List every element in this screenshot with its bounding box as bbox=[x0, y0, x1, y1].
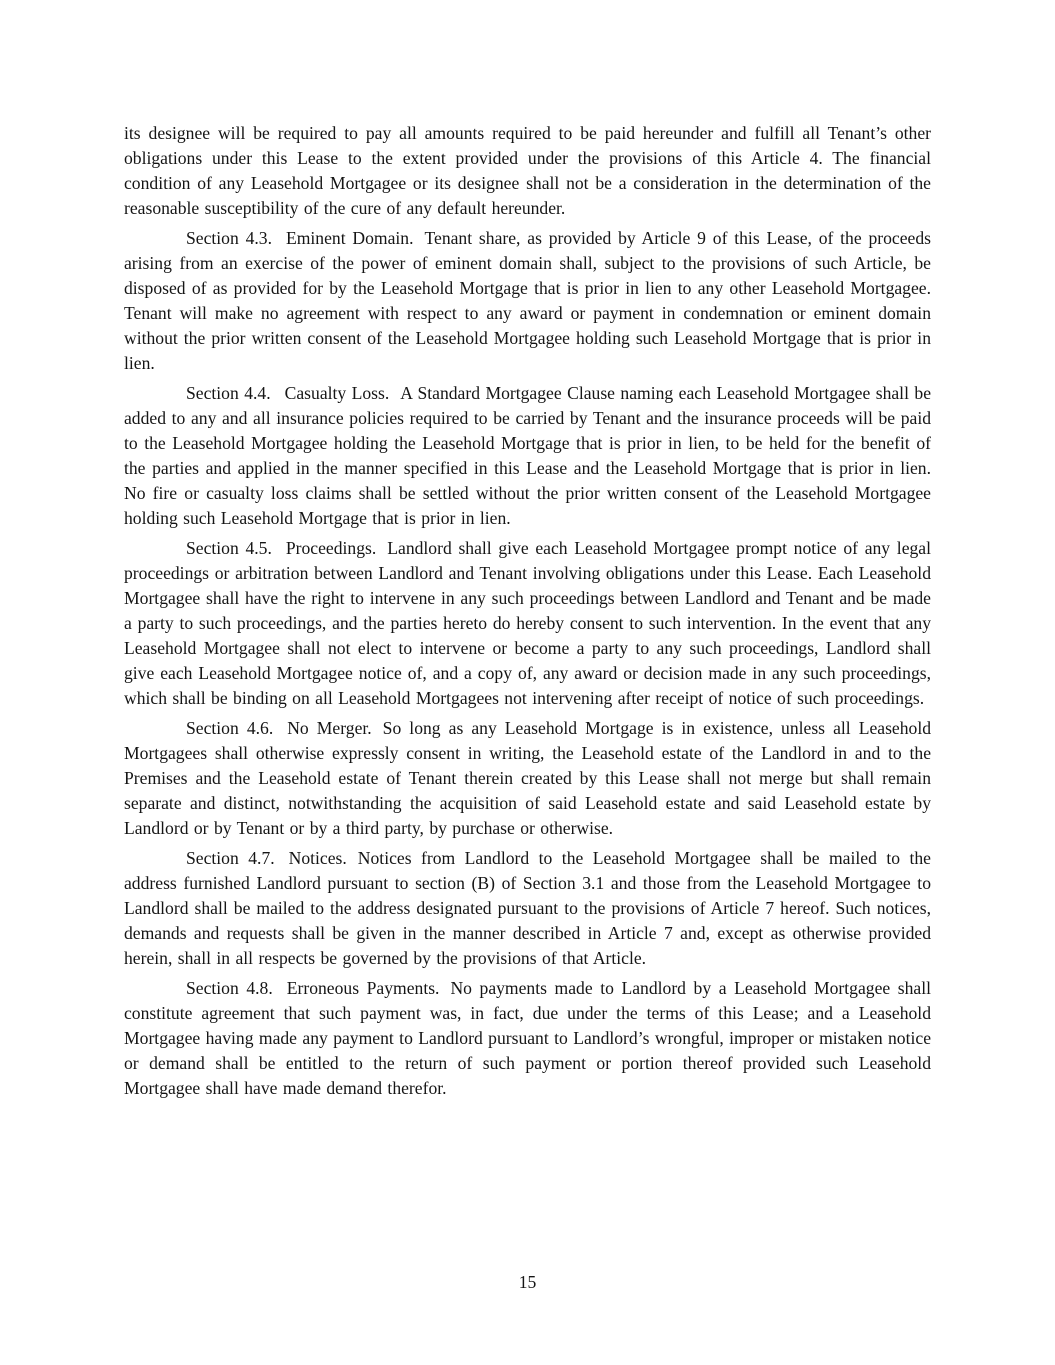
section-title: Eminent Domain. bbox=[285, 228, 414, 248]
section-number: Section 4.3. bbox=[186, 228, 272, 248]
section-body: A Standard Mortgagee Clause naming each Leasehold Mortgagee shall be added to any and all insurance policies required to be carried by Tenant and the insurance proceeds will be paid to the Leasehold Mortgagee holding the Leasehold Mortgage that is prior in lien, to be held for the benefit of the parties and applied in the manner specified in this Lease and the Leasehold Mortgage that is prior in lien. No fire or casualty loss claims shall be settled without the prior written consent of the Leasehold Mortgagee holding such Leasehold Mortgage that is prior in lien. bbox=[124, 383, 932, 528]
section-title: Proceedings. bbox=[285, 538, 377, 558]
section-number: Section 4.7. bbox=[186, 848, 275, 868]
section-paragraph-4-4 bbox=[124, 381, 931, 531]
section-body: Landlord shall give each Leasehold Mortgagee prompt notice of any legal proceedings or arbitration between Landlord and Tenant involving obligations under this Lease. Each Leasehold Mortgagee shall have the right to intervene in any such proceedings between Landlord and Tenant and be made a party to such proceedings, and the parties hereto do hereby consent to such intervention. In the event that any Leasehold Mortgagee shall not elect to intervene or become a party to any such proceedings, Landlord shall give each Leasehold Mortgagee notice of, and a copy of, any award or decision made in any such proceedings, which shall be binding on all Leasehold Mortgagees not intervening after receipt of notice of such proceedings. bbox=[124, 538, 931, 708]
section-number: Section 4.6. bbox=[186, 718, 274, 738]
section-paragraph-4-8 bbox=[124, 976, 931, 1101]
section-body: No payments made to Landlord by a Leasehold Mortgagee shall constitute agreement that such payment was, in fact, due under the terms of this Lease; and a Leasehold Mortgagee having made any payment to Landlord pursuant to Landlord’s wrongful, improper or mistaken notice or demand shall be entitled to the return of such payment or portion thereof provided such Leasehold Mortgagee shall have made demand therefor. bbox=[124, 978, 931, 1098]
section-paragraph-4-6 bbox=[124, 716, 931, 841]
section-title: Notices. bbox=[288, 848, 347, 868]
section-number: Section 4.5. bbox=[186, 538, 272, 558]
section-title: Casualty Loss. bbox=[284, 383, 390, 403]
document-body bbox=[124, 121, 931, 1106]
section-number: Section 4.4. bbox=[186, 383, 271, 403]
section-body: Tenant share, as provided by Article 9 of this Lease, of the proceeds arising from an exercise of the power of eminent domain shall, subject to the provisions of such Article, be disposed of as provided for by the Leasehold Mortgage that is prior in lien to any other Leasehold Mortgagee. Tenant will make no agreement with respect to any award or payment in condemnation or eminent domain without the prior written consent of the Leasehold Mortgagee holding such Leasehold Mortgage that is prior in lien. bbox=[124, 228, 932, 373]
section-title: Erroneous Payments. bbox=[286, 978, 440, 998]
section-title: No Merger. bbox=[287, 718, 372, 738]
page-number: 15 bbox=[518, 1272, 537, 1292]
section-paragraph-4-3 bbox=[124, 226, 931, 376]
section-body: So long as any Leasehold Mortgage is in existence, unless all Leasehold Mortgagees shall otherwise expressly consent in writing, the Leasehold estate of the Landlord in and to the Premises and the Leasehold estate of Tenant therein created by this Lease shall not merge but shall remain separate and distinct, notwithstanding the acquisition of said Leasehold estate and said Leasehold estate by Landlord or by Tenant or by a third party, by purchase or otherwise. bbox=[124, 718, 932, 838]
section-body: Notices from Landlord to the Leasehold Mortgagee shall be mailed to the address furnished Landlord pursuant to section (B) of Section 3.1 and those from the Leasehold Mortgagee to Landlord shall be mailed to the address designated pursuant to the provisions of Article 7 hereof. Such notices, demands and requests shall be given in the manner described in Article 7 and, except as otherwise provided herein, shall in all respects be governed by the provisions of that Article. bbox=[124, 848, 931, 968]
continuation-paragraph: its designee will be required to pay all amounts required to be paid hereunder and fulfill all Tenant’s other obligations under this Lease to the extent provided under the provisions of this Article 4. The financial condition of any Leasehold Mortgagee or its designee shall not be a consideration in the determination of the reasonable susceptibility of the cure of any default hereunder. bbox=[124, 123, 931, 218]
section-paragraph-4-5 bbox=[124, 536, 931, 711]
section-paragraph-4-7 bbox=[124, 846, 931, 971]
section-number: Section 4.8. bbox=[186, 978, 273, 998]
